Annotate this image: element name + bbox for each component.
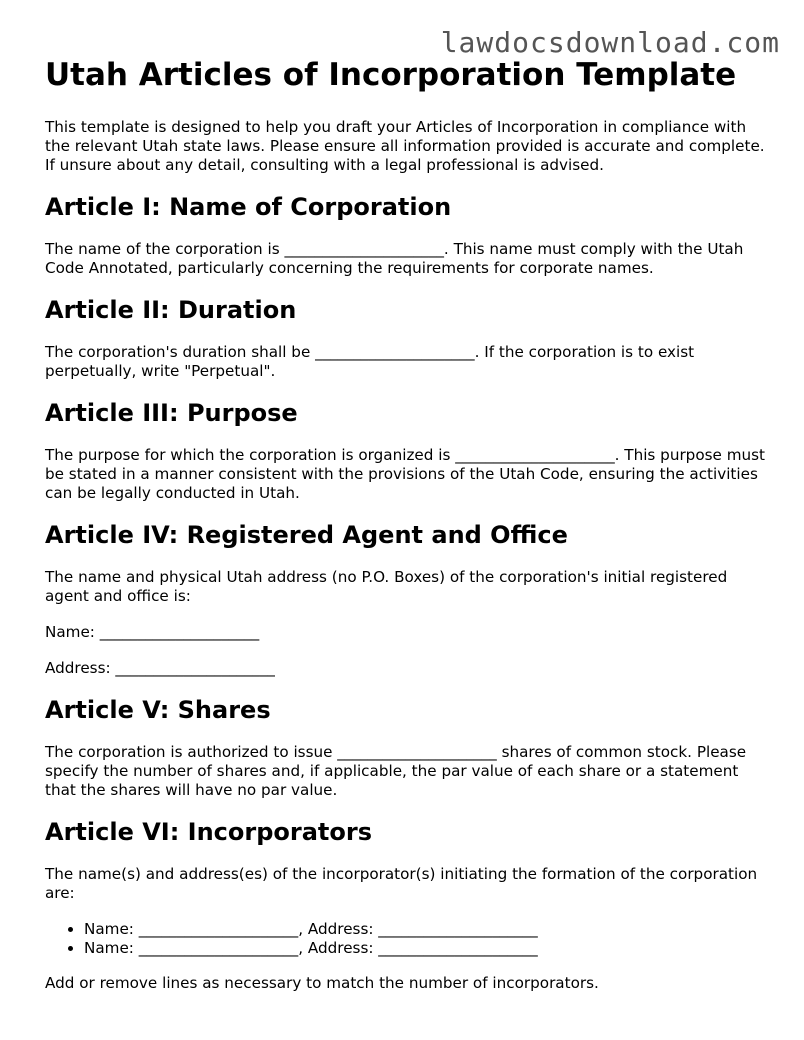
article-3-text: The purpose for which the corporation is organized is _____________________. This purpose must be stated in a manner consistent with the provisions of the Utah Code, ensuring the activities can be legally conducted in Utah. [45, 446, 765, 502]
incorporator-list [45, 920, 765, 958]
article-5-heading: Article V: Shares [45, 696, 271, 724]
article-2 [45, 295, 765, 381]
intro-paragraph: This template is designed to help you draft your Articles of Incorporation in compliance with the relevant Utah state laws. Please ensure all information provided is accurate and complete. If unsure about any detail, consulting with a legal professional is advised. [45, 118, 765, 174]
article-1-heading: Article I: Name of Corporation [45, 193, 452, 221]
list-item: • Name: _____________________, Address: _____________________ [84, 939, 765, 958]
page-title: Utah Articles of Incorporation Template [45, 57, 737, 93]
article-2-text: The corporation's duration shall be _____________________. If the corporation is to exist perpetually, write "Perpetual". [45, 343, 695, 380]
article-3 [45, 398, 765, 503]
article-4 [45, 520, 765, 678]
watermark: lawdocsdownload.com [440, 26, 780, 59]
article-6-footer: Add or remove lines as necessary to match the number of incorporators. [45, 974, 599, 992]
list-item: • Name: _____________________, Address: _____________________ [84, 920, 765, 939]
article-3-heading: Article III: Purpose [45, 399, 298, 427]
article-5 [45, 695, 765, 800]
article-6 [45, 817, 765, 993]
article-1-text: The name of the corporation is _____________________. This name must comply with the Utah Code Annotated, particularly concerning the requirements for corporate names. [45, 240, 744, 277]
document-page [45, 56, 765, 1010]
agent-address-line: Address: _____________________ [45, 659, 275, 677]
article-5-text: The corporation is authorized to issue _____________________ shares of common stock. Please specify the number of shares and, if applicable, the par value of each share or a statement that the shares will have no par value. [45, 743, 747, 799]
article-4-text: The name and physical Utah address (no P.O. Boxes) of the corporation's initial registered agent and office is: [45, 568, 728, 605]
article-4-heading: Article IV: Registered Agent and Office [45, 521, 568, 549]
agent-name-line: Name: _____________________ [45, 623, 260, 641]
article-1 [45, 192, 765, 278]
article-2-heading: Article II: Duration [45, 296, 297, 324]
article-6-heading: Article VI: Incorporators [45, 818, 372, 846]
article-6-text: The name(s) and address(es) of the incorporator(s) initiating the formation of the corporation are: [45, 865, 758, 902]
